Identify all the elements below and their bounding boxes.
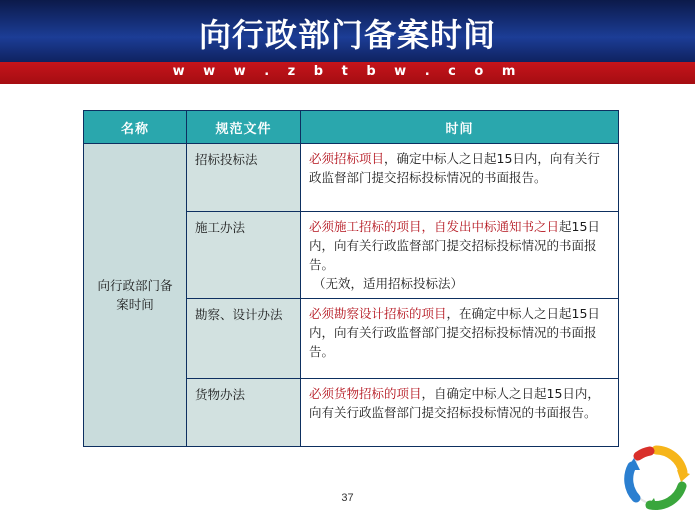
doc-cell: 招标投标法 bbox=[187, 144, 301, 212]
table-row bbox=[84, 144, 619, 212]
doc-cell: 勘察、设计办法 bbox=[187, 299, 301, 379]
time-highlight: 必须施工招标的项目，自发出中标通知书之日 bbox=[309, 219, 560, 234]
slide-title: 向行政部门备案时间 bbox=[198, 16, 496, 54]
header-name: 名称 bbox=[84, 111, 187, 144]
header-document: 规范文件 bbox=[187, 111, 301, 144]
time-text: 起15日内，向有关行政监督部门提交招标投标情况的书面报告。 bbox=[309, 219, 600, 272]
doc-cell: 施工办法 bbox=[187, 212, 301, 299]
header-time: 时间 bbox=[301, 111, 619, 144]
time-note: （无效，适用招标投标法） bbox=[313, 276, 464, 291]
filing-time-table bbox=[83, 110, 618, 447]
time-highlight: 必须勘察设计招标的项目 bbox=[309, 306, 447, 321]
time-cell bbox=[301, 144, 619, 212]
time-cell bbox=[301, 379, 619, 447]
cycle-arrows-icon bbox=[620, 442, 692, 514]
time-highlight: 必须货物招标的项目 bbox=[309, 386, 422, 401]
website-url: w w w . z b t b w . c o m bbox=[172, 64, 523, 79]
time-text: ，在确定中标人之日起15日内，向有关行政监督部门提交招标投标情况的书面报告。 bbox=[309, 306, 600, 359]
time-cell bbox=[301, 299, 619, 379]
time-text: ，自确定中标人之日起15日内，向有关行政监督部门提交招标投标情况的书面报告。 bbox=[309, 386, 600, 420]
time-text: ，确定中标人之日起15日内，向有关行政监督部门提交招标投标情况的书面报告。 bbox=[309, 151, 600, 185]
doc-cell: 货物办法 bbox=[187, 379, 301, 447]
time-highlight: 必须招标项目 bbox=[309, 151, 385, 166]
table-header-row bbox=[84, 111, 619, 144]
page-number: 37 bbox=[341, 492, 354, 504]
time-cell bbox=[301, 212, 619, 299]
name-cell: 向行政部门备案时间 bbox=[84, 144, 187, 447]
